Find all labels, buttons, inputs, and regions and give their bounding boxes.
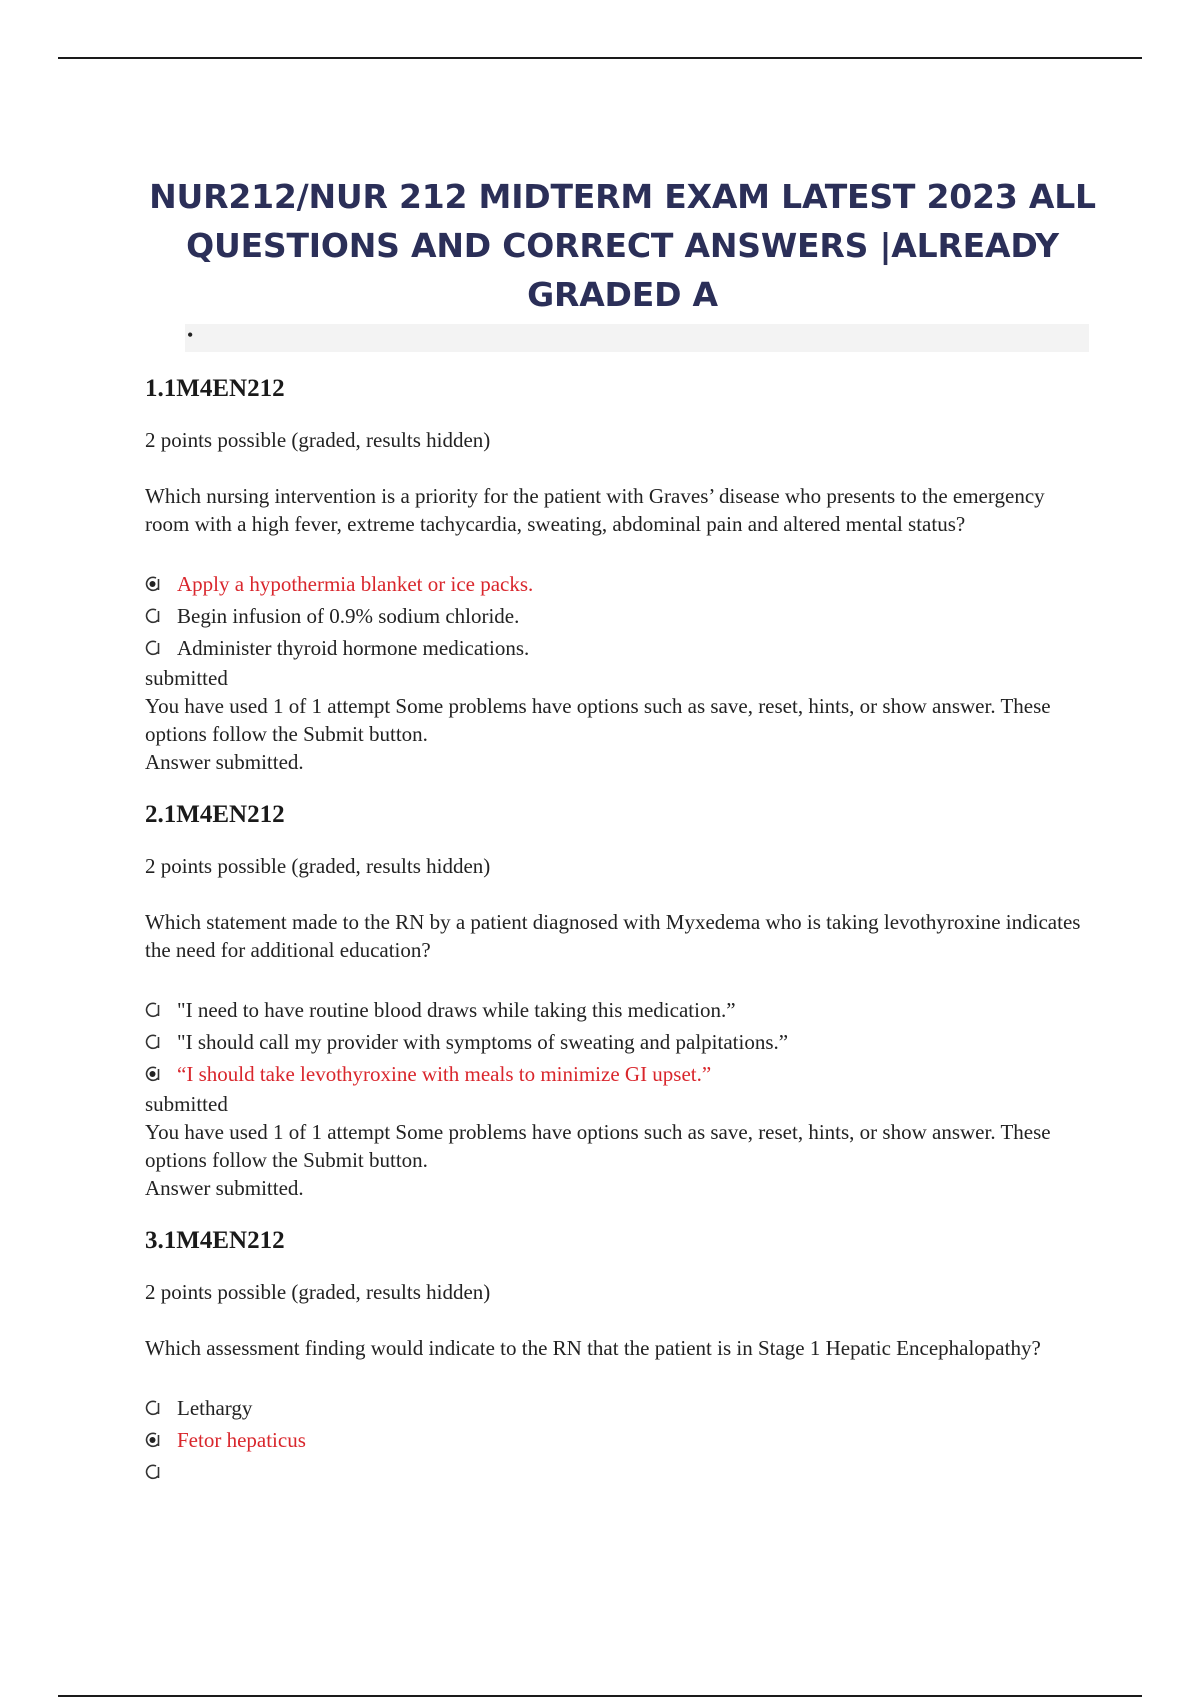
- question-stem: Which assessment finding would indicate to the RN that the patient is in Stage 1 Hepatic Encephalopathy?: [145, 1336, 1041, 1360]
- radio-selected-icon[interactable]: [145, 1066, 161, 1082]
- question-heading: 3.1M4EN212: [145, 1227, 285, 1254]
- answer-option[interactable]: [145, 994, 1085, 1026]
- answer-options: [145, 1392, 1085, 1488]
- attempt-note: You have used 1 of 1 attempt Some problems have options such as save, reset, hints, or show answer. These options follow the Submit button.: [145, 1120, 1051, 1172]
- answer-option[interactable]: [145, 1026, 1085, 1058]
- attempt-note: You have used 1 of 1 attempt Some problems have options such as save, reset, hints, or show answer. These options follow the Submit button.: [145, 694, 1051, 746]
- answer-option-text: Administer thyroid hormone medications.: [177, 636, 530, 660]
- answer-option[interactable]: [145, 1456, 1085, 1488]
- answer-option-text: "I should call my provider with symptoms of sweating and palpitations.”: [177, 1030, 789, 1054]
- answer-option[interactable]: [145, 1058, 1085, 1090]
- question-1: [145, 372, 1085, 776]
- questions-container: [145, 372, 1085, 1488]
- question-heading: 1.1M4EN212: [145, 375, 285, 402]
- answer-option-text: Lethargy: [177, 1396, 253, 1420]
- answer-option[interactable]: [145, 568, 1085, 600]
- submission-status: submitted: [145, 1092, 228, 1116]
- points-possible: 2 points possible (graded, results hidden): [145, 428, 491, 452]
- document-title: NUR212/NUR 212 MIDTERM EXAM LATEST 2023 ALL QUESTIONS AND CORRECT ANSWERS |ALREADY GRADED A: [149, 177, 1096, 315]
- radio-selected-icon[interactable]: [145, 576, 161, 592]
- question-stem: Which statement made to the RN by a patient diagnosed with Myxedema who is taking levothyroxine indicates the need for additional education?: [145, 910, 1081, 962]
- question-2: [145, 798, 1085, 1202]
- shaded-band: [185, 324, 1089, 352]
- answer-options: [145, 994, 1085, 1090]
- submission-status: submitted: [145, 666, 228, 690]
- bottom-rule: [58, 1695, 1142, 1697]
- top-rule: [58, 57, 1142, 59]
- question-heading: 2.1M4EN212: [145, 801, 285, 828]
- answer-option[interactable]: [145, 1392, 1085, 1424]
- answer-option-text: Fetor hepaticus: [177, 1428, 306, 1452]
- answer-submitted-note: Answer submitted.: [145, 750, 304, 774]
- answer-option[interactable]: [145, 1424, 1085, 1456]
- points-possible: 2 points possible (graded, results hidden): [145, 854, 491, 878]
- points-possible: 2 points possible (graded, results hidden): [145, 1280, 491, 1304]
- answer-option-text: “I should take levothyroxine with meals to minimize GI upset.”: [177, 1062, 712, 1086]
- radio-unselected-icon[interactable]: [145, 1464, 161, 1480]
- radio-selected-icon[interactable]: [145, 1432, 161, 1448]
- answer-option[interactable]: [145, 632, 1085, 664]
- answer-option-text: Begin infusion of 0.9% sodium chloride.: [177, 604, 520, 628]
- radio-unselected-icon[interactable]: [145, 1400, 161, 1416]
- radio-unselected-icon[interactable]: [145, 1002, 161, 1018]
- answer-options: [145, 568, 1085, 664]
- answer-submitted-note: Answer submitted.: [145, 1176, 304, 1200]
- answer-option-text: "I need to have routine blood draws while taking this medication.”: [177, 998, 736, 1022]
- radio-unselected-icon[interactable]: [145, 640, 161, 656]
- answer-option-text: Apply a hypothermia blanket or ice packs.: [177, 572, 534, 596]
- answer-option[interactable]: [145, 600, 1085, 632]
- band-mark: •: [187, 325, 194, 345]
- radio-unselected-icon[interactable]: [145, 1034, 161, 1050]
- radio-unselected-icon[interactable]: [145, 608, 161, 624]
- question-3: [145, 1224, 1085, 1488]
- question-stem: Which nursing intervention is a priority for the patient with Graves’ disease who presents to the emergency room with a high fever, extreme tachycardia, sweating, abdominal pain and altered mental status?: [145, 484, 1045, 536]
